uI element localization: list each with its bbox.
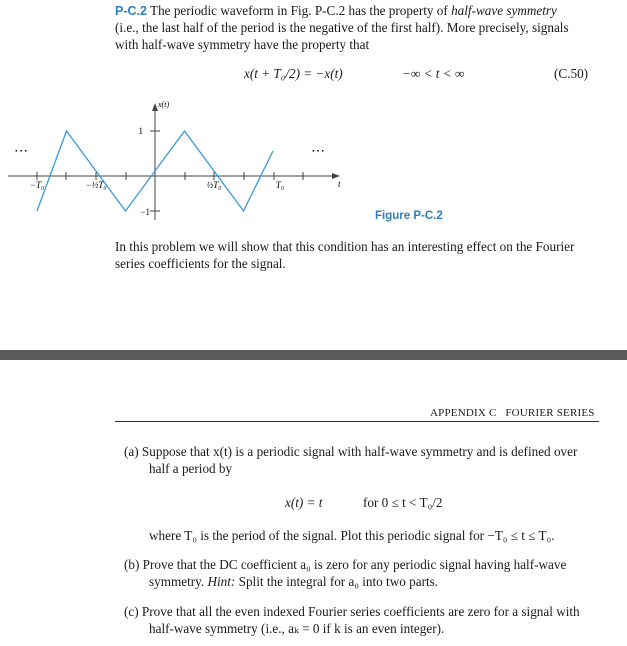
- problem-line-1: [115, 3, 557, 19]
- y-tick-label-minus-1: −1: [140, 207, 150, 217]
- part-b-line-2: [149, 574, 438, 590]
- problem-line-2: (i.e., the last half of the period is the negative of the first half). More precisely, signals: [115, 20, 569, 35]
- x-tick-label: −½T₀: [85, 180, 107, 190]
- part-b-line-1: (b) Prove that the DC coefficient a₀ is zero for any periodic signal having half-wave: [124, 557, 567, 572]
- x-tick-label: T₀: [275, 180, 285, 190]
- y-tick-label-1: 1: [138, 126, 143, 136]
- running-head: APPENDIX C FOURIER SERIES: [430, 407, 595, 419]
- part-b-text: symmetry.: [149, 574, 208, 589]
- page-divider: [0, 350, 627, 360]
- part-b-hint: Hint:: [207, 574, 236, 589]
- equation-number: (C.50): [554, 66, 589, 81]
- part-a-line-2: half a period by: [149, 461, 233, 476]
- x-axis-label: t: [338, 179, 341, 189]
- header-rule: [115, 421, 599, 422]
- intro-line-1: In this problem we will show that this condition has an interesting effect on the Fourier: [115, 239, 575, 254]
- problem-id: P-C.2: [115, 4, 147, 18]
- problem-text: The periodic waveform in Fig. P-C.2 has the property of: [150, 3, 452, 18]
- problem-line-3: with half-wave symmetry have the property that: [115, 37, 370, 52]
- part-a-equation: x(t) = t: [285, 495, 323, 510]
- part-a-line-1: (a) Suppose that x(t) is a periodic signal with half-wave symmetry and is defined over: [124, 444, 578, 459]
- equation-c50: x(t + T₀/2) = −x(t): [244, 66, 343, 81]
- y-axis-label: x(t): [158, 100, 170, 109]
- part-c-line-2: half-wave symmetry (i.e., aₖ = 0 if k is an even integer).: [149, 621, 445, 636]
- x-tick-label: ½T₀: [206, 180, 222, 190]
- part-c-line-1: (c) Prove that all the even indexed Fourier series coefficients are zero for a signal with: [124, 604, 580, 619]
- x-tick-label: −T₀: [29, 180, 45, 190]
- intro-line-2: series coefficients for the signal.: [115, 256, 286, 271]
- part-a-equation-range: for 0 ≤ t < T₀/2: [363, 495, 443, 510]
- problem-emphasis: half-wave symmetry: [451, 3, 557, 18]
- part-a-line-3: where T₀ is the period of the signal. Plot this periodic signal for −T₀ ≤ t ≤ T₀.: [149, 528, 555, 543]
- continuation-left: ⋯: [14, 144, 28, 159]
- equation-c50-range: −∞ < t < ∞: [402, 66, 465, 81]
- part-b-text-post: Split the integral for a₀ into two parts.: [235, 574, 439, 589]
- figure-caption: Figure P-C.2: [375, 210, 443, 222]
- continuation-right: ⋯: [311, 144, 325, 159]
